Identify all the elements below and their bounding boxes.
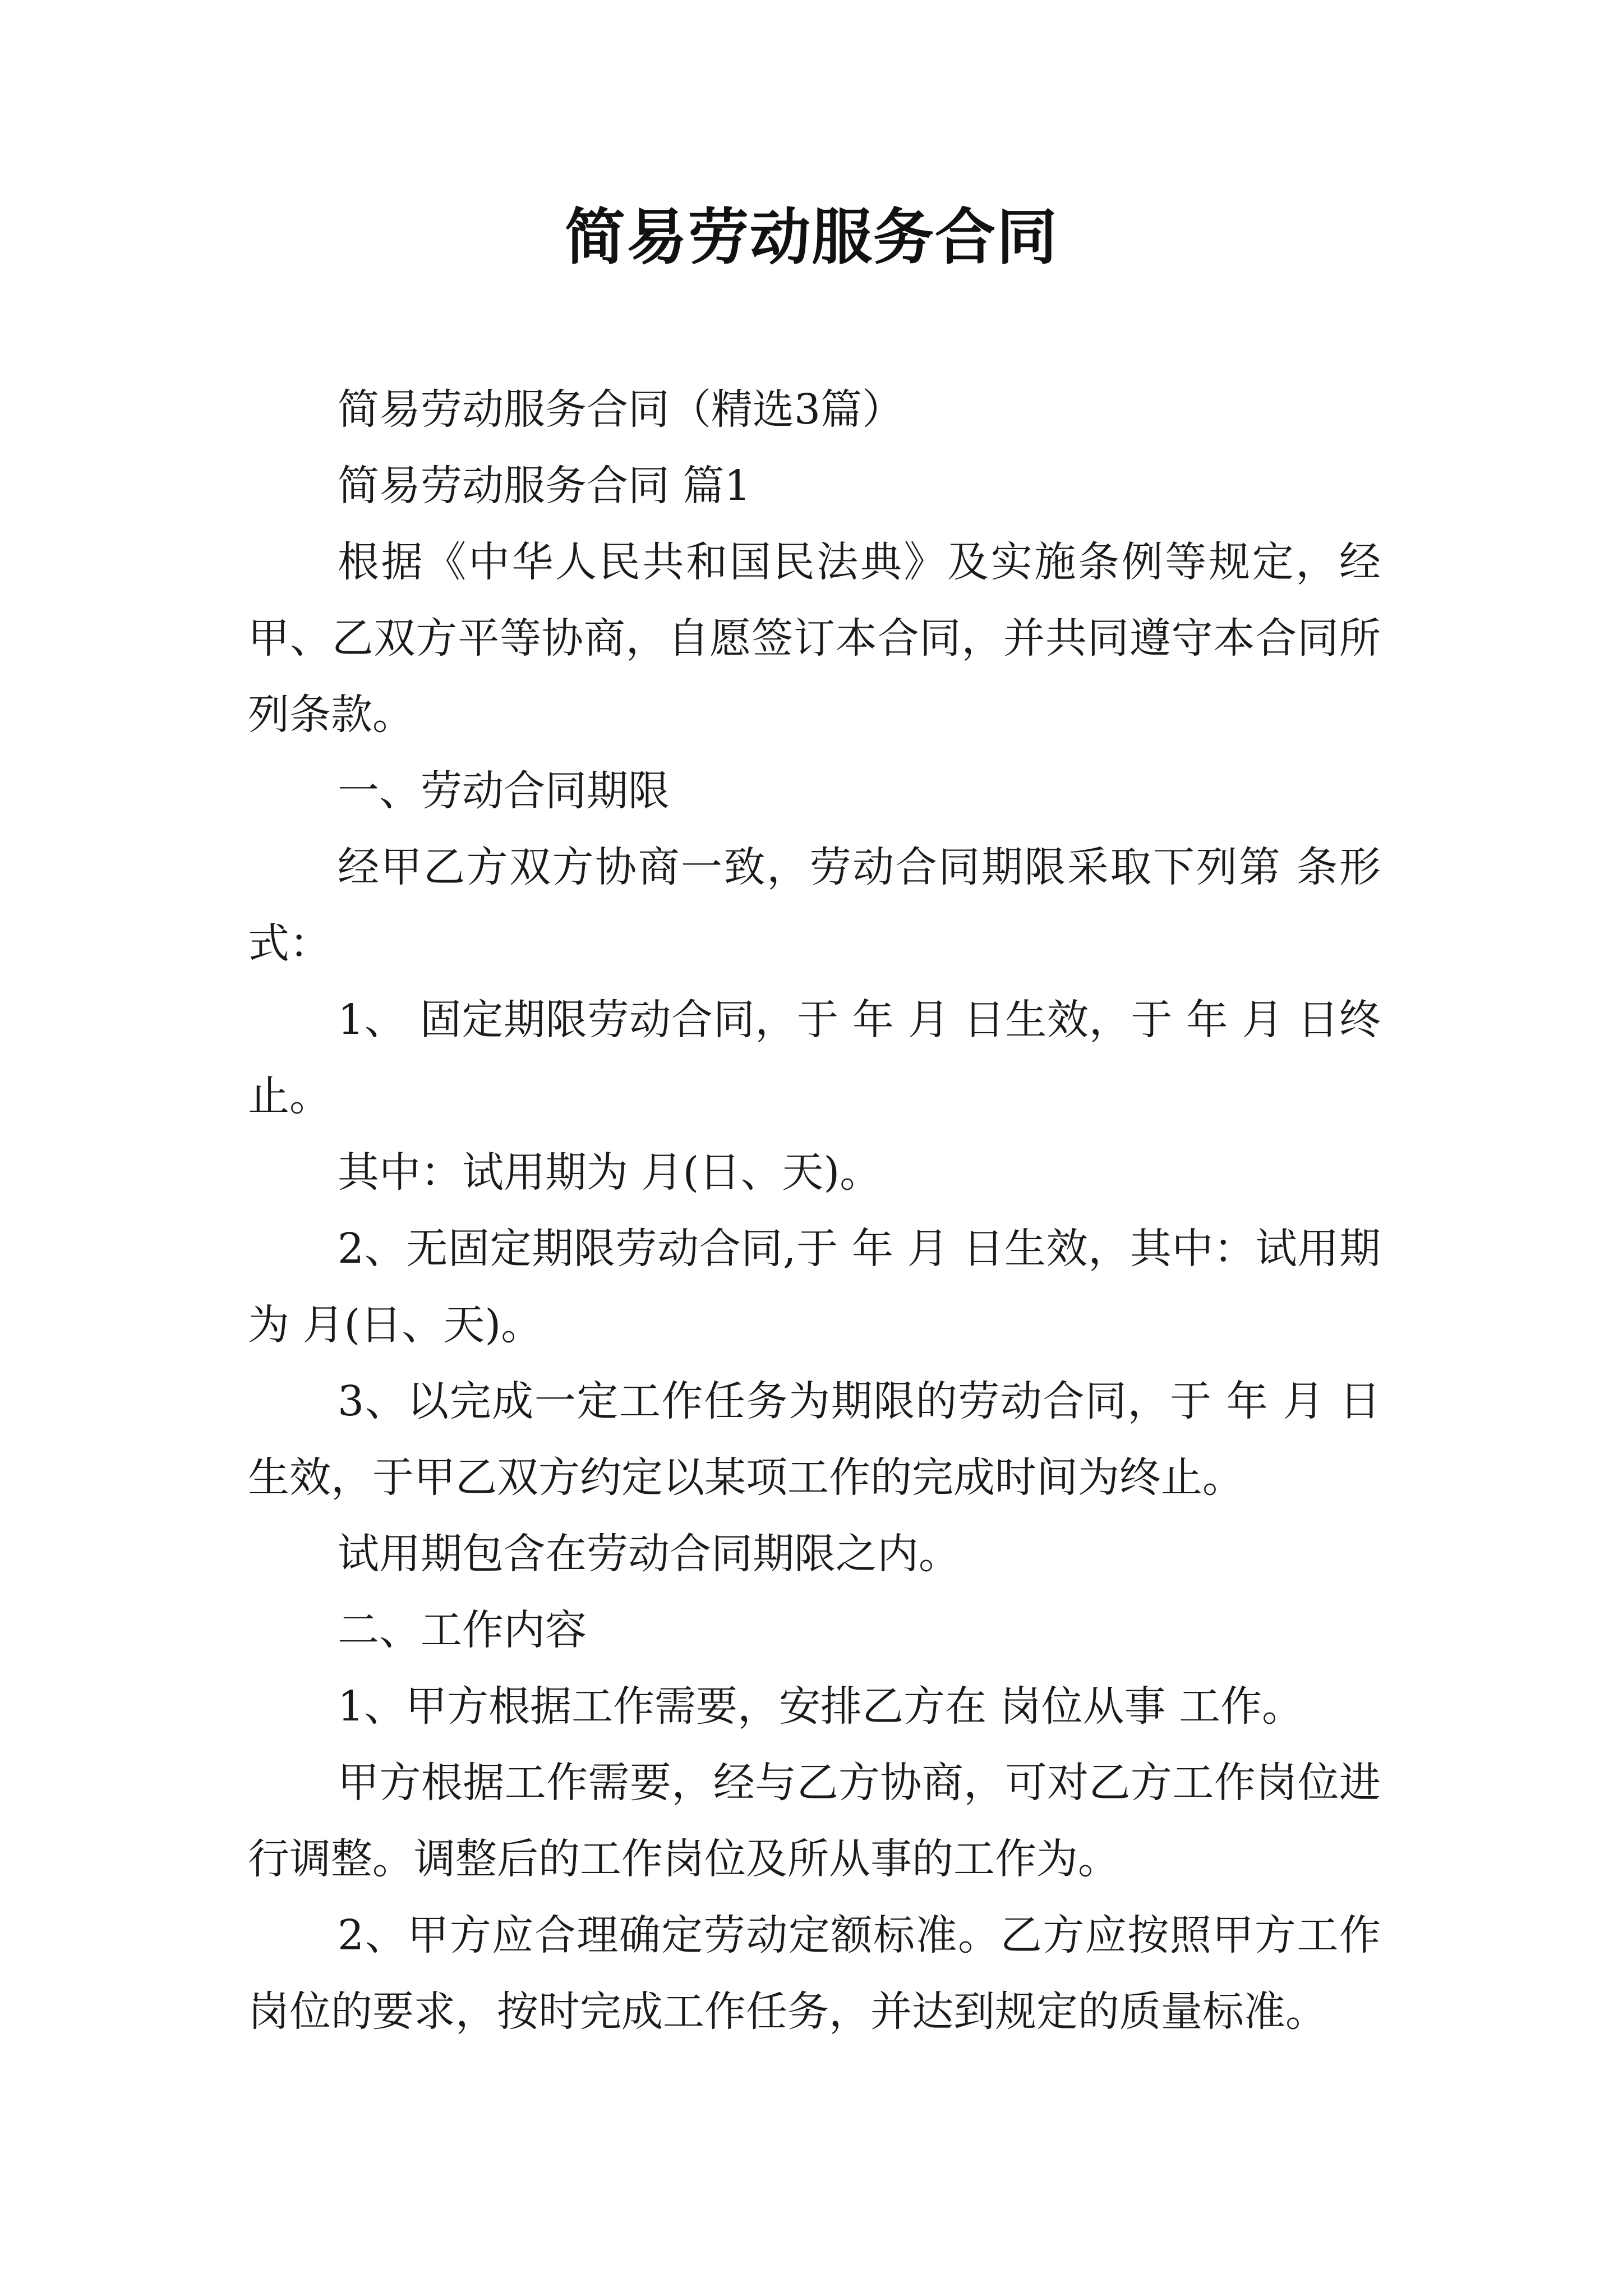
paragraph-subtitle: 简易劳动服务合同（精选3篇） <box>338 385 904 434</box>
paragraph-probation-note: 试用期包含在劳动合同期限之内。 <box>338 1530 960 1578</box>
paragraph-work-post: 1、甲方根据工作需要，安排乙方在 岗位从事 工作。 <box>338 1682 1304 1731</box>
document-body <box>248 371 1381 2050</box>
paragraph-work-adjust: 甲方根据工作需要，经与乙方协商，可对乙方工作岗位进行调整。调整后的工作岗位及所从事的工作为。 <box>248 1759 1381 1883</box>
paragraph-heading-work: 二、工作内容 <box>338 1606 587 1654</box>
paragraph-probation-1: 其中：试用期为 月(日、天)。 <box>338 1148 882 1197</box>
paragraph-preamble: 根据《中华人民共和国民法典》及实施条例等规定，经甲、乙双方平等协商，自愿签订本合同，并共同遵守本合同所列条款。 <box>248 538 1381 739</box>
paragraph-term-fixed: 1、 固定期限劳动合同，于 年 月 日生效，于 年 月 日终止。 <box>248 996 1381 1120</box>
paragraph-term-intro: 经甲乙方双方协商一致，劳动合同期限采取下列第 条形式： <box>248 843 1381 968</box>
paragraph-section-heading: 简易劳动服务合同 篇1 <box>338 462 751 510</box>
paragraph-work-quota: 2、甲方应合理确定劳动定额标准。乙方应按照甲方工作岗位的要求，按时完成工作任务，并达到规定的质量标准。 <box>248 1911 1381 2036</box>
paragraph-term-open: 2、无固定期限劳动合同,于 年 月 日生效，其中：试用期为 月(日、天)。 <box>248 1225 1381 1349</box>
document-title: 简易劳动服务合同 <box>564 202 1058 273</box>
paragraph-heading-term: 一、劳动合同期限 <box>338 767 670 815</box>
paragraph-term-task: 3、以完成一定工作任务为期限的劳动合同，于 年 月 日生效，于甲乙双方约定以某项工作的完成时间为终止。 <box>248 1377 1381 1502</box>
